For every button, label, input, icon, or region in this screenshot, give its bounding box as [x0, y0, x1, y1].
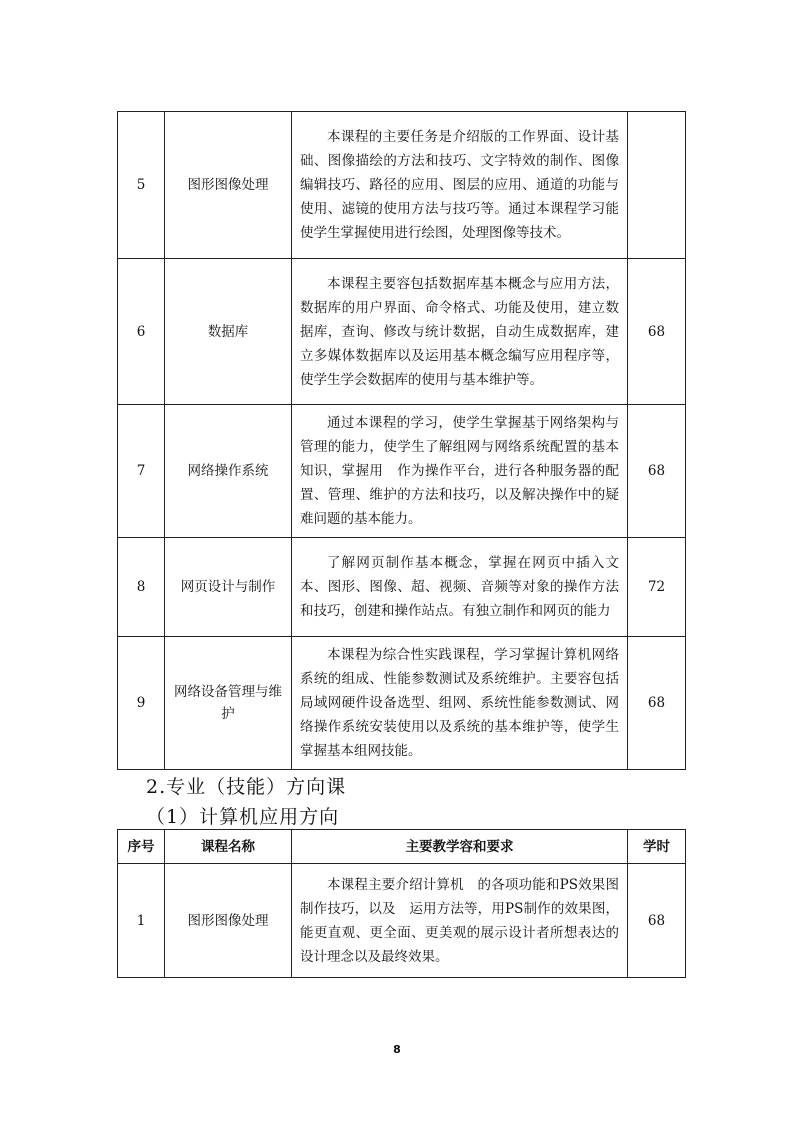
row-number: 6 — [118, 259, 165, 405]
row-number: 1 — [118, 864, 165, 978]
course-table-continued — [117, 111, 686, 770]
course-table-computer-application — [117, 829, 686, 978]
subsection-heading: （1）计算机应用方向 — [146, 806, 340, 828]
course-description: 通过本课程的学习，使学生掌握基于网络架构与管理的能力，使学生了解组网与网络系统配置的基本知识，掌握用 作为操作平台，进行各种服务器的配置、管理、维护的方法和技巧，以及解决操作中的疑难问题的基本能力。 — [292, 405, 628, 538]
course-name: 网页设计与制作 — [165, 538, 292, 637]
course-description: 了解网页制作基本概念，掌握在网页中插入文本、图形、图像、超、视频、音频等对象的操作方法和技巧，创建和操作站点。有独立制作和网页的能力 — [292, 538, 628, 637]
course-description: 本课程为综合性实践课程，学习掌握计算机网络系统的组成、性能参数测试及系统维护。主要容包括局域网硬件设备选型、组网、系统性能参数测试、网络操作系统安装使用以及系统的基本维护等，使学生掌握基本组网技能。 — [292, 637, 628, 770]
header-number: 序号 — [118, 830, 165, 864]
row-number: 8 — [118, 538, 165, 637]
course-name: 图形图像处理 — [165, 864, 292, 978]
course-hours: 68 — [628, 637, 686, 770]
course-description: 本课程的主要任务是介绍版的工作界面、设计基础、图像描绘的方法和技巧、文字特效的制作、图像编辑技巧、路径的应用、图层的应用、通道的功能与使用、滤镜的使用方法与技巧等。通过本课程学习能使学生掌握使用进行绘图，处理图像等技术。 — [292, 112, 628, 259]
header-hours: 学时 — [628, 830, 686, 864]
course-hours: 72 — [628, 538, 686, 637]
row-number: 9 — [118, 637, 165, 770]
course-name: 网络操作系统 — [165, 405, 292, 538]
table-row — [118, 864, 686, 978]
course-description: 本课程主要容包括数据库基本概念与应用方法，数据库的用户界面、命令格式、功能及使用，建立数据库，查询、修改与统计数据，自动生成数据库，建立多媒体数据库以及运用基本概念编写应用程序等，使学生学会数据库的使用与基本维护等。 — [292, 259, 628, 405]
table-row — [118, 259, 686, 405]
course-name: 网络设备管理与维护 — [165, 637, 292, 770]
course-hours: 68 — [628, 864, 686, 978]
header-course-name: 课程名称 — [165, 830, 292, 864]
course-hours — [628, 112, 686, 259]
table-row — [118, 112, 686, 259]
header-description: 主要教学容和要求 — [292, 830, 628, 864]
course-hours: 68 — [628, 405, 686, 538]
table-row — [118, 405, 686, 538]
table-row — [118, 538, 686, 637]
course-name: 数据库 — [165, 259, 292, 405]
row-number: 7 — [118, 405, 165, 538]
row-number: 5 — [118, 112, 165, 259]
table-row — [118, 637, 686, 770]
page-number: 8 — [393, 1043, 401, 1056]
course-description: 本课程主要介绍计算机 的各项功能和PS效果图制作技巧，以及 运用方法等，用PS制作的效果图，能更直观、更全面、更美观的展示设计者所想表达的设计理念以及最终效果。 — [292, 864, 628, 978]
course-hours: 68 — [628, 259, 686, 405]
course-name: 图形图像处理 — [165, 112, 292, 259]
section-heading: 2.专业（技能）方向课 — [146, 776, 347, 798]
table-header-row — [118, 830, 686, 864]
